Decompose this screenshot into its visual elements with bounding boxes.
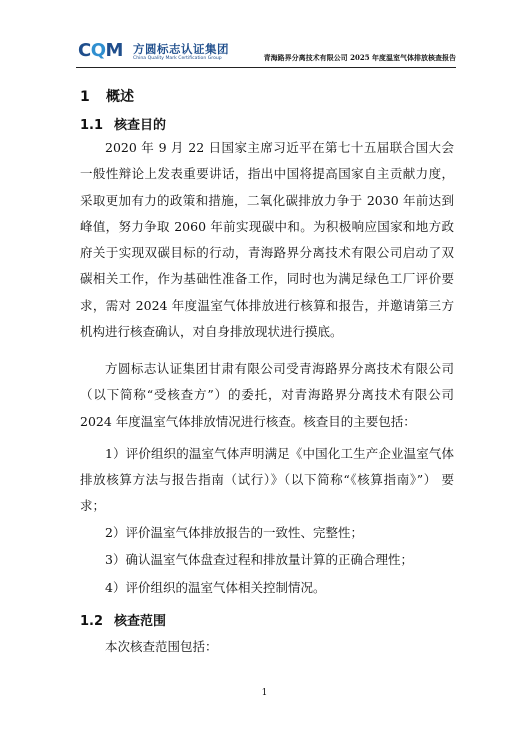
header-divider (76, 67, 456, 68)
section-1-2-heading: 1.2 核查范围 (80, 614, 167, 629)
logo-english-name: China Quality Mark Certification Group (133, 56, 222, 61)
list-item: 1）评价组织的温室气体声明满足《中国化工生产企业温室气体排放核算方法与报告指南（试行）》（以下简称“《核算指南》”） 要求； (80, 446, 454, 513)
cqm-logo: CQM (78, 40, 123, 61)
list-item: 2）评价温室气体排放报告的一致性、完整性； (105, 525, 363, 540)
logo-chinese-name: 方圆标志认证集团 (133, 42, 229, 56)
section-1-1-heading: 1.1 核查目的 (80, 118, 167, 133)
paragraph-commission: 方圆标志认证集团甘肃有限公司受青海路界分离技术有限公司（以下简称“受核查方”）的委托，对青海路界分离技术有限公司 2024 年度温室气体排放情况进行核查。核查目的主要包括： (80, 361, 454, 429)
scope-intro: 本次核查范围包括： (105, 639, 218, 654)
list-item: 3）确认温室气体盘查过程和排放量计算的正确合理性； (105, 552, 413, 567)
paragraph-background: 2020 年 9 月 22 日国家主席习近平在第七十五届联合国大会一般性辩论上发表重要讲话，指出中国将提高国家自主贡献力度，采取更加有力的政策和措施，二氧化碳排放力争于 2030 年前达到峰值，努力争取 2060 年前实现碳中和。为积极响应国家和地方政府关于实现双碳目标的行动，青海路界分离技术有限公司启动了双碳相关工作，作为基础性准备工作，同时也为满足绿色工厂评价要求，需对 2024 年度温室气体排放进行核算和报告，并邀请第三方机构进行核查确认，对自身排放现状进行摸底。 (80, 140, 454, 340)
section-1-heading: 1 概述 (80, 89, 134, 105)
page-number: 1 (261, 688, 268, 698)
list-item: 4）评价组织的温室气体相关控制情况。 (105, 580, 326, 595)
report-header-title: 青海路界分离技术有限公司 2025 年度温室气体排放核查报告 (263, 53, 456, 62)
page-header (76, 38, 456, 68)
